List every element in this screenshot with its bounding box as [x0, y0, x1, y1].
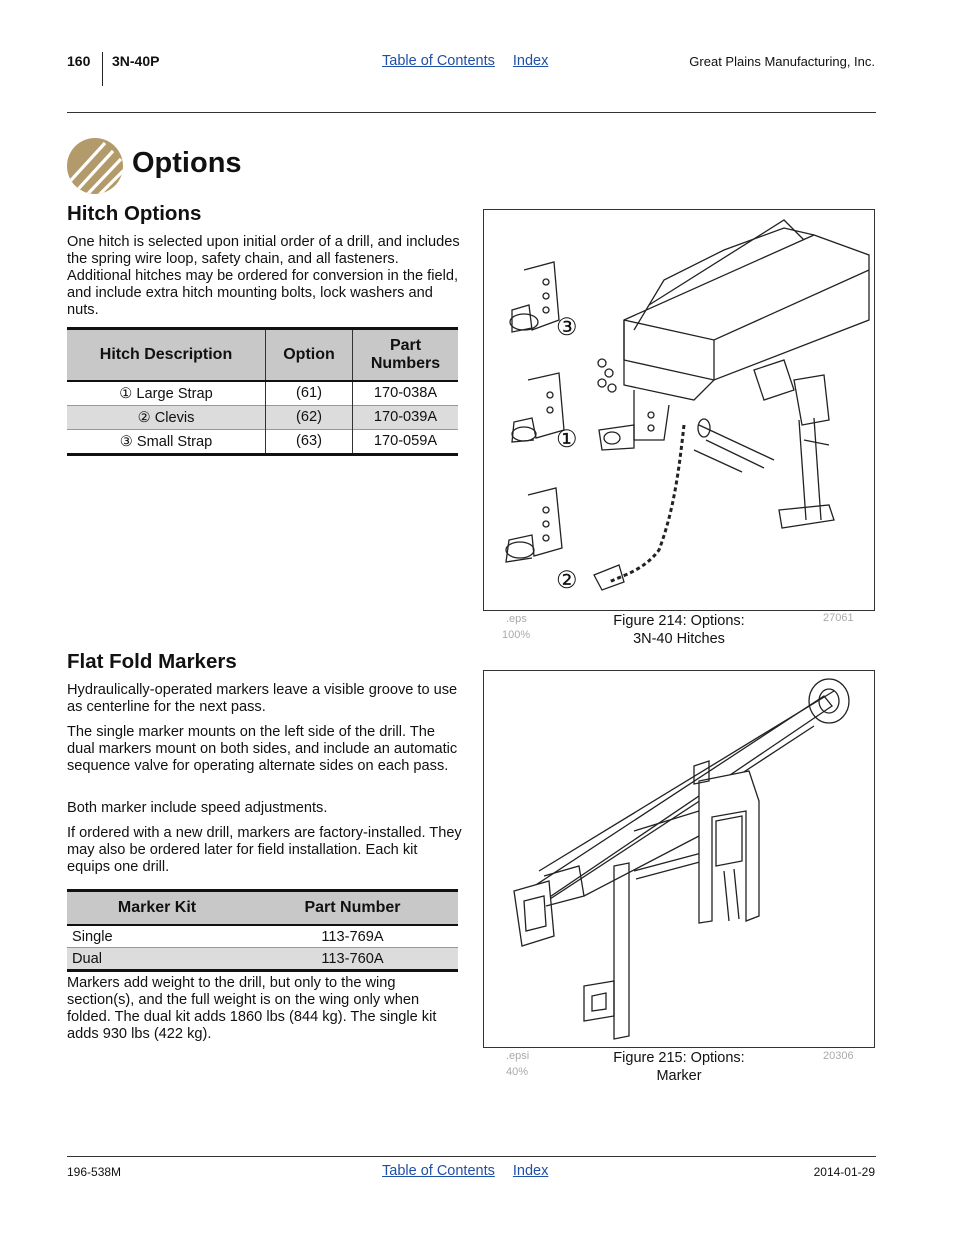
footer-toc-link[interactable]: Table of Contents [382, 1163, 495, 1179]
marker-table [67, 889, 458, 972]
callout-3: ③ [556, 314, 578, 341]
hitch-col-part: Part Numbers [353, 329, 459, 381]
markers-paragraph-4: If ordered with a new drill, markers are factory-installed. They may also be ordered later for field installation. Each kit equips one drill. [67, 825, 462, 875]
marker-kit-cell: Single [67, 925, 247, 948]
header-divider [102, 52, 103, 86]
header-nav [382, 53, 562, 69]
figure-215-scale: 40% [506, 1066, 529, 1078]
hitch-options-heading: Hitch Options [67, 202, 202, 225]
marker-illustration [484, 671, 874, 1047]
hitch-paragraph: One hitch is selected upon initial order of a drill, and includes the spring wire loop, safety chain, and all fasteners. Additional hitches may be ordered for conversion in the field, and include extra hitch mounting bolts, lock washers and nuts. [67, 234, 460, 318]
table-row [67, 405, 458, 429]
page-number: 160 [67, 53, 91, 69]
hitch-part-cell: 170-038A [353, 381, 459, 406]
table-row [67, 381, 458, 406]
header-toc-link[interactable]: Table of Contents [382, 53, 495, 69]
figure-214-caption: Figure 214: Options: 3N-40 Hitches [613, 613, 745, 647]
marker-kit-cell: Dual [67, 948, 247, 971]
figure-214-note: .eps [506, 613, 527, 625]
marker-col-part: Part Number [247, 891, 458, 926]
footer-date: 2014-01-29 [813, 1165, 875, 1179]
header-rule [67, 112, 876, 113]
footer-index-link[interactable]: Index [512, 1163, 549, 1179]
figure-214-scale: 100% [502, 629, 531, 641]
footer-nav [382, 1163, 562, 1179]
hitch-desc-cell: ③ Small Strap [67, 429, 266, 454]
doc-number: 196-538M [67, 1165, 122, 1179]
hitch-col-description: Hitch Description [67, 329, 266, 381]
marker-col-kit: Marker Kit [67, 891, 247, 926]
hitch-option-cell: (61) [266, 381, 353, 406]
markers-heading: Flat Fold Markers [67, 650, 237, 673]
hitch-desc-cell: ② Clevis [67, 405, 266, 429]
hitches-figure [483, 209, 875, 611]
figure-214-number: 27061 [823, 612, 854, 624]
markers-paragraph-2: The single marker mounts on the left side of the drill. The dual markers mount on both sides, and include an automatic sequence valve for operating alternate sides on each pass. [67, 724, 458, 774]
marker-part-cell: 113-760A [247, 948, 458, 971]
company-name: Great Plains Manufacturing, Inc. [689, 54, 875, 69]
model-name: 3N-40P [112, 53, 160, 69]
header-index-link[interactable]: Index [512, 53, 549, 69]
table-row [67, 948, 458, 971]
marker-part-cell: 113-769A [247, 925, 458, 948]
table-row [67, 429, 458, 454]
hitch-part-cell: 170-059A [353, 429, 459, 454]
markers-paragraph-5: Markers add weight to the drill, but only to the wing section(s), and the full weight is on the wing only when folded. The dual kit adds 1860 lbs (844 kg). The single kit adds 930 lbs (422 kg). [67, 975, 437, 1042]
marker-figure [483, 670, 875, 1048]
figure-215-caption: Figure 215: Options: Marker [613, 1050, 745, 1084]
hitch-table [67, 327, 458, 456]
figure-215-number: 20306 [823, 1050, 854, 1062]
footer-rule [67, 1156, 876, 1157]
hitch-part-cell: 170-039A [353, 405, 459, 429]
callout-1: ① [556, 426, 578, 453]
great-plains-logo-icon [67, 137, 123, 195]
callout-2: ② [556, 567, 578, 594]
hitch-option-cell: (63) [266, 429, 353, 454]
hitch-col-option: Option [266, 329, 353, 381]
hitch-option-cell: (62) [266, 405, 353, 429]
hitch-desc-cell: ① Large Strap [67, 381, 266, 406]
hitch-illustration [484, 210, 874, 610]
section-title: Options [132, 147, 242, 179]
figure-215-note: .epsi [506, 1050, 530, 1062]
markers-paragraph-1: Hydraulically-operated markers leave a visible groove to use as centerline for the next pass. [67, 682, 458, 715]
table-row [67, 925, 458, 948]
markers-paragraph-3: Both marker include speed adjustments. [67, 800, 328, 816]
